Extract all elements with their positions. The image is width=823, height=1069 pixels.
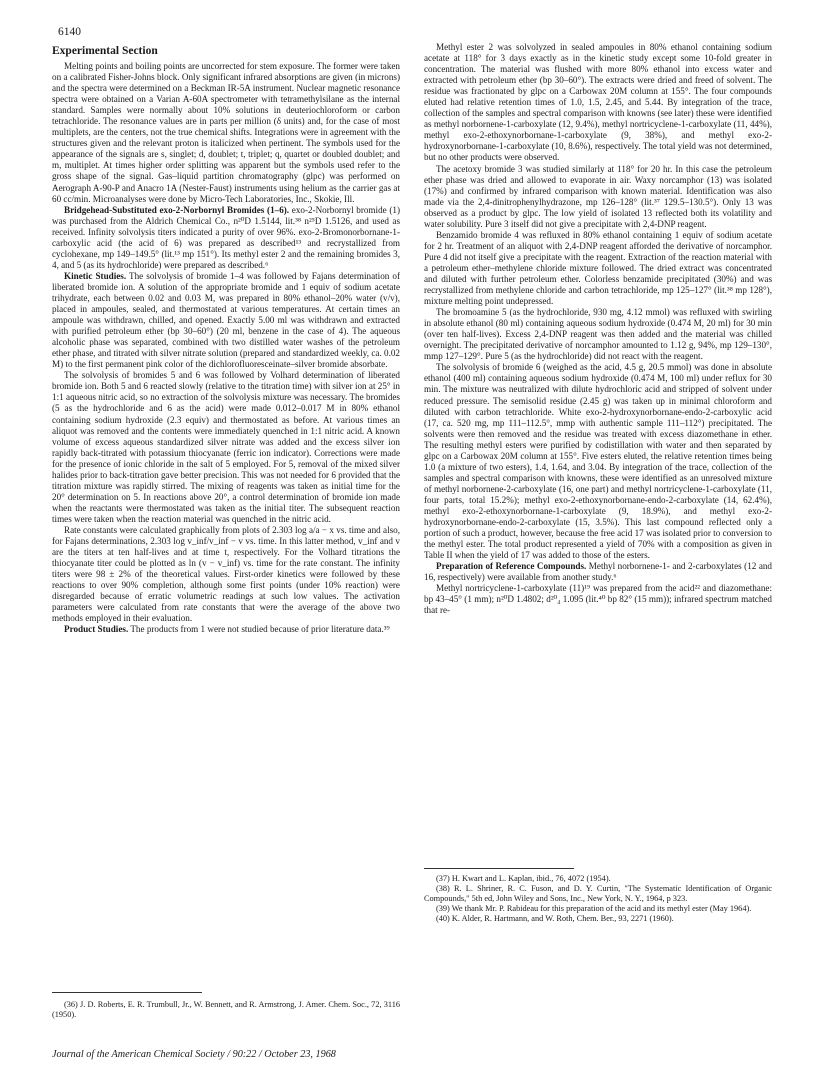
paragraph-bromide-6: The solvolysis of bromide 6 (weighed as the acid, 4.5 g, 20.5 mmol) was done in absolute ethanol (400 ml) containing aqueous sodium hydroxide (0.474 M, 100 ml) under reflux for 30 min. The mixture was neutralized with dilute hydrochloric acid and stripped of solvent under reduced pressure. The semisolid residue (2.45 g) was taken up in minimal chloroform and diluted with carbon tetrachloride. White exo-2-hydroxynorbornane-endo-2-carboxylic acid (17, ca. 520 mg, mp 111–112.5°, mmp with authentic sample 111–112°) precipitated. The solvents were then removed and the residue was treated with excess diazomethane in ether. The resulting methyl esters were purified by codistillation with water and then separated by glpc on a Carbowax 20M column at 155°. Five esters eluted, the relative retention times being 1.0 (a mixture of two esters), 1.4, 1.64, and 3.04. By integration of the trace, collection of the samples and spectral comparison with knowns, these were identified as an unresolved mixture of methyl norbornene-2-carboxylate (16, one part) and methyl nortricyclene-1-carboxylate (11, four parts, total 15.2%); methyl exo-2-ethoxynorbornane-endo-2-carboxylate (14, 62.4%), methyl exo-2-ethoxynorbornane-1-carboxylate (9, 18.9%), and methyl exo-2-hydroxynorbornane-endo-2-carboxylate (15, 3.5%). This last compound reflected only a portion of such a product, however, because the free acid 17 was isolated prior to conversion to the methyl ester. The total product represented a yield of 70% with a composition as given in Table II when the yield of 17 was added to those of the esters. <box>424 362 772 561</box>
paragraph-body: exo-2-Norbornyl bromide (1) was purchased from the Aldrich Chemical Co., n²⁰D 1.5144, lit.³⁸ n²⁵D 1.5126, and used as received. Infinity solvolysis titers indicated a purity of over 96%. exo-2-Bromonorbornane-1-carboxylic acid (the acid of 6) was prepared as described¹³ and recrystallized from cyclohexane, mp 149–149.5° (lit.¹³ mp 151°). Its methyl ester 2 and the remaining bromides 3, 4, and 5 (as its hydrochloride) were prepared as described.⁶ <box>52 204 400 270</box>
paragraph-nortricyclene: Methyl nortricyclene-1-carboxylate (11)¹⁹ was prepared from the acid²² and diazomethane: bp 43–45° (1 mm); n²⁰D 1.4802; d²⁰₄ 1.095 (lit.⁴⁰ bp 82° (15 mm)); infrared spectrum matched that re- <box>424 583 772 616</box>
footnote-39: (39) We thank Mr. P. Rabideau for this preparation of the acid and its methyl ester (May 1964). <box>436 904 752 913</box>
footnote-36: (36) J. D. Roberts, E. R. Trumbull, Jr., W. Bennett, and R. Armstrong, J. Amer. Chem. Soc., 72, 3116 (1950). <box>52 1000 400 1019</box>
paragraph-kinetic-studies <box>52 271 400 370</box>
paragraph-bromides <box>52 205 400 271</box>
paragraph-acetoxy-bromide: The acetoxy bromide 3 was studied similarly at 118° for 20 hr. In this case the petroleum ether phase was dried and allowed to evaporate in air. Waxy norcamphor (13) was isolated (17%) and confirmed by infrared comparison with known material. Identification was also made via the 2,4-dinitrophenylhydrazone, mp 126–128° (lit.³⁷ 129.5–130.5°). Only 13 was observed as a product by glpc. The low yield of isolated 13 reflected both its volatility and water solubility. Pure 3 itself did not give a precipitate with 2,4-DNP reagent. <box>424 163 772 229</box>
paragraph-heading: Bridgehead-Substituted exo-2-Norbornyl Bromides (1–6). <box>64 204 290 215</box>
paragraph-volhard: The solvolysis of bromides 5 and 6 was followed by Volhard determination of liberated bromide ion. Both 5 and 6 reacted slowly (relative to the titration time) with silver ion at 25° in 1:1 aqueous nitric acid, so no extraction of the solvolysis mixture was necessary. The bromides (5 as the hydrochloride and 6 as the acid) were made 0.012–0.017 M in 80% ethanol containing sodium hydroxide (2.3 equiv) and thermostated as before. At various times an aliquot was removed and the contents were immediately quenched in 1:1 nitric acid. A known volume of excess aqueous standardized silver nitrate was added and the excess silver ion rapidly back-titrated with potassium thiocyanate (ferric ion indicator). Corrections were made for the presence of ionic chloride in the salt of 5 employed. For 5, removal of the mixed silver halides prior to back-titration gave better precision. This was not needed for 6 provided that the titration mixture was rapidly stirred. The mixing of reagents was taken as initial time for the 20° determination on 5. In reactions above 20°, a control determination of bromide ion made when the reactants were thermostated was taken as the initial titer. The subsequent reaction times were taken when the reaction material was quenched in the nitric acid. <box>52 370 400 524</box>
paragraph-general-methods: Melting points and boiling points are uncorrected for stem exposure. The former were taken on a calibrated Fisher-Johns block. Only significant infrared absorptions are given (in microns) and the spectra were determined on a Beckman IR-5A instrument. Nuclear magnetic resonance spectra were obtained on a Varian A-60A spectrometer with tetramethylsilane as the internal standard. Samples were normally about 10% solutions in deuteriochloroform or carbon tetrachloride. The resonance values are in parts per million (δ units) and, for the case of most multiplets, are the centers, not the true chemical shifts. Integrations were in agreement with the structures given and the relevant proton is italicized when pertinent. The symbols used for the appearance of the signals are s, singlet; d, doublet; t, triplet; q, quartet or doubled doublet; and m, multiplet. At times higher order splitting was apparent but the symbols used refer to the gross shape of the signal. Gas–liquid partition chromatography (glpc) was performed on Aerograph A-90-P and Anacro 1A (Nester-Faust) instruments using helium as the carrier gas at 60 cc/min. Microanalyses were done by Micro-Tech Laboratories, Inc., Skokie, Ill. <box>52 61 400 204</box>
paragraph-product-studies <box>52 624 400 635</box>
footnotes-left <box>52 1000 400 1020</box>
footnote-40: (40) K. Alder, R. Hartmann, and W. Roth, Chem. Ber., 93, 2271 (1960). <box>436 914 674 923</box>
paragraph-bromoamine: The bromoamine 5 (as the hydrochloride, 930 mg, 4.12 mmol) was refluxed with swirling in absolute ethanol (80 ml) containing aqueous sodium hydroxide (0.474 M, 20 ml) for 30 min (over ten half-lives). Excess 2,4-DNP reagent was then added and the material was chilled overnight. The precipitated derivative of norcamphor amounted to 1.12 g, 94%, mp 129–130°, mmp 127–129°. Pure 5 (as the hydrochloride) did not react with the reagent. <box>424 307 772 362</box>
journal-footer: Journal of the American Chemical Society / 90:22 / October 23, 1968 <box>52 1049 336 1060</box>
paragraph-heading: Product Studies. <box>64 624 129 635</box>
paragraph-benzamido-bromide: Benzamido bromide 4 was refluxed in 80% ethanol containing 1 equiv of sodium acetate for 2 hr. Treatment of an aliquot with 2,4-DNP reagent afforded the derivative of norcamphor. Pure 4 did not itself give a precipitate with the reagent. Extraction of the reaction material with a petroleum ether–methylene chloride mixture followed. The dried extract was concentrated and diluted with further petroleum ether. Colorless benzamide precipitated (30%) and was recrystallized from methylene chloride and carbon tetrachloride, mp 125–127° (lit.³⁸ mp 128°), mixture melting point undepressed. <box>424 229 772 307</box>
left-column <box>52 42 400 635</box>
footnotes-right <box>424 874 772 924</box>
paragraph-rate-constants: Rate constants were calculated graphically from plots of 2.303 log a/a − x vs. time and also, for Fajans determinations, 2.303 log v_inf/v_inf − v vs. time. In this latter method, v_inf and v are the titers at ten half-lives and at time t, respectively. For the Volhard titrations the thiocyanate titer could be plotted as ln (v − v_inf) vs. time for the rate constant. The infinity titers were 98 ± 2% of the theoretical values. First-order kinetics were followed by these reactions to over 90% completion, although some first points (under 10% reaction) were disregarded because of erratic volumetric readings at such low values. The activation parameters were calculated from rate constants that were the average of the above two methods employed in their evaluation. <box>52 524 400 624</box>
paragraph-body: Methyl norbornene-1- and 2-carboxylates (12 and 16, respectively) were available from another study.⁶ <box>424 561 772 583</box>
footnote-38: (38) R. L. Shriner, R. C. Fuson, and D. Y. Curtin, "The Systematic Identification of Organic Compounds," 5th ed, John Wiley and Sons, Inc., New York, N. Y., 1964, p 323. <box>424 884 772 903</box>
footnote-rule-left <box>52 992 202 993</box>
page-number: 6140 <box>58 26 81 38</box>
footnote-rule-right <box>424 868 574 869</box>
paragraph-methyl-ester: Methyl ester 2 was solvolyzed in sealed ampoules in 80% ethanol containing sodium acetate at 118° for 3 days exactly as in the kinetic study except some 10-fold greater in concentration. The material was flushed with more 80% ethanol into excess water and extracted with petroleum ether (bp 30–60°). The extracts were dried and freed of solvent. The residue was fractionated by glpc on a Carbowax 20M column at 155°. The four compounds eluted had relative retention times of 1.0, 1.5, 2.45, and 5.44. By integration of the trace, collection of the samples and spectral comparison with knowns (see later) these were identified as methyl norbornene-1-carboxylate (12, 9.4%), methyl nortricyclene-1-carboxylate (11, 44%), methyl exo-2-ethoxynorbornane-1-carboxylate (9, 38%), and methyl exo-2-hydroxynorbornane-1-carboxylate (10, 8.6%), respectively. The total yield was not determined, but no other products were observed. <box>424 42 772 163</box>
paragraph-heading: Preparation of Reference Compounds. <box>436 561 587 572</box>
section-title: Experimental Section <box>52 45 158 57</box>
paragraph-body: The solvolysis of bromide 1–4 was followed by Fajans determination of liberated bromide ion. A solution of the appropriate bromide and 1 equiv of sodium acetate trihydrate, each between 0.02 and 0.03 M, was prepared in 80% ethanol–20% water (v/v), placed in ampoules, sealed, and thermostated at various temperatures. At certain times an ampoule was withdrawn, chilled, and opened. Exactly 5.00 ml was withdrawn and extracted with purified petroleum ether (bp 30–60°) (20 ml, benzene in the case of 4). The aqueous alcoholic phase was separated, combined with two distilled water washes of the petroleum ether phase, and titrated with silver nitrate solution (prepared and standardized weekly, ca. 0.02 M) to the first permanent pink color of the dichlorofluoresceinate–silver bromide absorbate. <box>52 270 400 370</box>
footnote-37: (37) H. Kwart and L. Kaplan, ibid., 76, 4072 (1954). <box>436 874 611 883</box>
paragraph-body: The products from 1 were not studied because of prior literature data.³⁹ <box>128 624 390 635</box>
paragraph-heading: Kinetic Studies. <box>64 270 127 281</box>
right-column <box>424 42 772 616</box>
paragraph-reference-compounds <box>424 561 772 583</box>
